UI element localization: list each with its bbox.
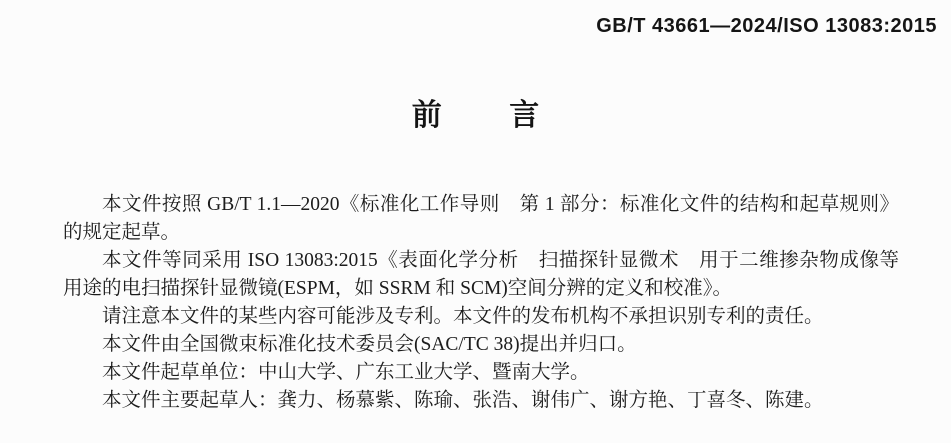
paragraph-drafting-rules: 本文件按照 GB/T 1.1—2020《标准化工作导则 第 1 部分：标准化文件的结构和起草规则》的规定起草。 — [63, 194, 899, 243]
standard-number: GB/T 43661—2024/ISO 13083:2015 — [596, 15, 937, 37]
page-title-char-1: 前 — [411, 99, 442, 132]
paragraph-drafting-organizations: 本文件起草单位：中山大学、广东工业大学、暨南大学。 — [102, 362, 590, 383]
paragraph-committee: 本文件由全国微束标准化技术委员会(SAC/TC 38)提出并归口。 — [102, 334, 637, 355]
page-title-char-2: 言 — [509, 99, 540, 132]
paragraph-patent-notice: 请注意本文件的某些内容可能涉及专利。本文件的发布机构不承担识别专利的责任。 — [102, 306, 824, 327]
paragraph-drafters: 本文件主要起草人：龚力、杨慕紫、陈瑜、张浩、谢伟广、谢方艳、丁喜冬、陈建。 — [102, 390, 824, 411]
paragraph-iso-adoption: 本文件等同采用 ISO 13083:2015《表面化学分析 扫描探针显微术 用于二维掺杂物成像等用途的电扫描探针显微镜(ESPM，如 SSRM 和 SCM)空间分辨的定义和校准》。 — [63, 250, 899, 299]
document-body — [63, 191, 899, 415]
page-title — [0, 100, 951, 132]
